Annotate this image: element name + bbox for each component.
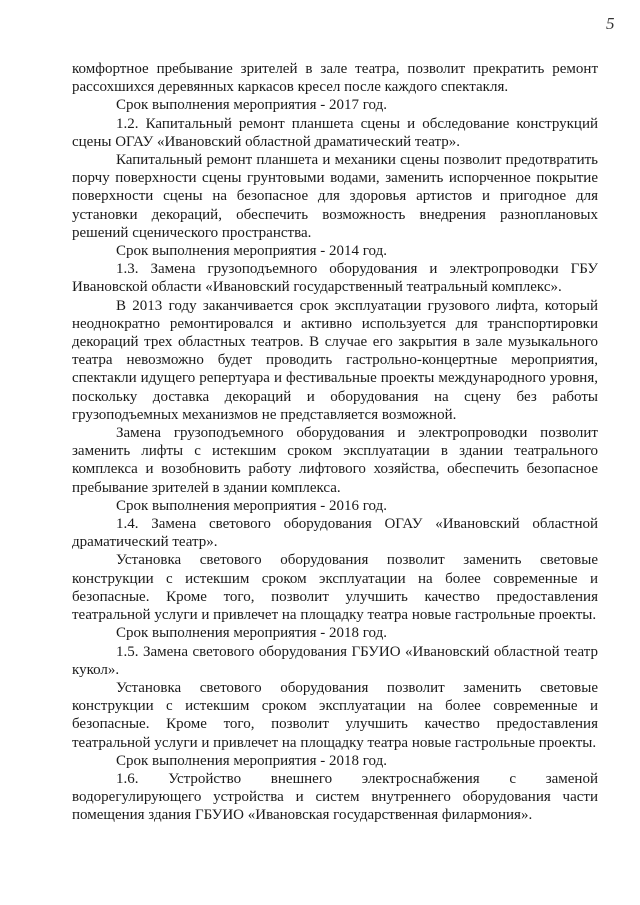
deadline-2014: Срок выполнения мероприятия - 2014 год.	[116, 243, 387, 260]
item-1-2-heading: 1.2. Капитальный ремонт планшета сцены и обследование конструкций сцены ОГАУ «Ивановский областной драматический театр».	[72, 115, 598, 150]
item-1-6-heading: 1.6. Устройство внешнего электроснабжения с заменой водорегулирующего устройства и систем внутреннего оборудования части помещения здания ГБУИО «Ивановская государственная филармония».	[72, 770, 598, 824]
item-1-3-description: В 2013 году заканчивается срок эксплуатации грузового лифта, который неоднократно ремонтировался и активно используется для транспортировки декораций трех областных театров. В случае его закрытия в зале музыкального театра невозможно будет проводить гастрольно-концертные мероприятия, спектакли идущего репертуара и фестивальные проекты международного уровня, поскольку доставка декораций и оборудования на сцену без работы грузоподъемных механизмов не представляется возможной.	[72, 297, 598, 423]
item-1-3-outcome: Замена грузоподъемного оборудования и электропроводки позволит заменить лифты с истекшим сроком эксплуатации в здании театрального комплекса и возобновить работу лифтового хозяйства, обеспечить безопасное пребывание зрителей в здании комплекса.	[72, 425, 598, 496]
item-1-2-description: Капитальный ремонт планшета и механики сцены позволит предотвратить порчу поверхности сцены грунтовыми водами, заменить испорченное покрытие поверхности сцены на безопасное для здоровья артистов и пригодное для установки декораций, обеспечить возможность внедрения разноплановых решений сценического пространства.	[72, 152, 598, 241]
item-1-5-heading: 1.5. Замена светового оборудования ГБУИО «Ивановский областной театр кукол».	[72, 643, 598, 678]
deadline-2016: Срок выполнения мероприятия - 2016 год.	[116, 497, 387, 514]
item-1-4-heading: 1.4. Замена светового оборудования ОГАУ «Ивановский областной драматический театр».	[72, 516, 598, 551]
paragraph-continuation: комфортное пребывание зрителей в зале театра, позволит прекратить ремонт рассохшихся деревянных каркасов кресел после каждого спектакля.	[72, 61, 598, 96]
document-body	[72, 60, 598, 825]
item-1-4-description: Установка светового оборудования позволит заменить световые конструкции с истекшим сроком эксплуатации на более современные и безопасные. Кроме того, позволит улучшить качество предоставления театральной услуги и привлечет на площадку театра новые гастрольные проекты.	[72, 552, 598, 624]
deadline-2018-b: Срок выполнения мероприятия - 2018 год.	[116, 752, 387, 769]
item-1-3-heading: 1.3. Замена грузоподъемного оборудования и электропроводки ГБУ Ивановской области «Ивановский государственный театральный комплекс».	[72, 261, 598, 296]
item-1-5-description: Установка светового оборудования позволит заменить световые конструкции с истекшим сроком эксплуатации на более современные и безопасные. Кроме того, позволит улучшить качество предоставления театральной услуги и привлечет на площадку театра новые гастрольные проекты.	[72, 679, 598, 751]
page-number: 5	[606, 14, 615, 33]
deadline-2018-a: Срок выполнения мероприятия - 2018 год.	[116, 625, 387, 642]
deadline-2017: Срок выполнения мероприятия - 2017 год.	[116, 97, 387, 114]
